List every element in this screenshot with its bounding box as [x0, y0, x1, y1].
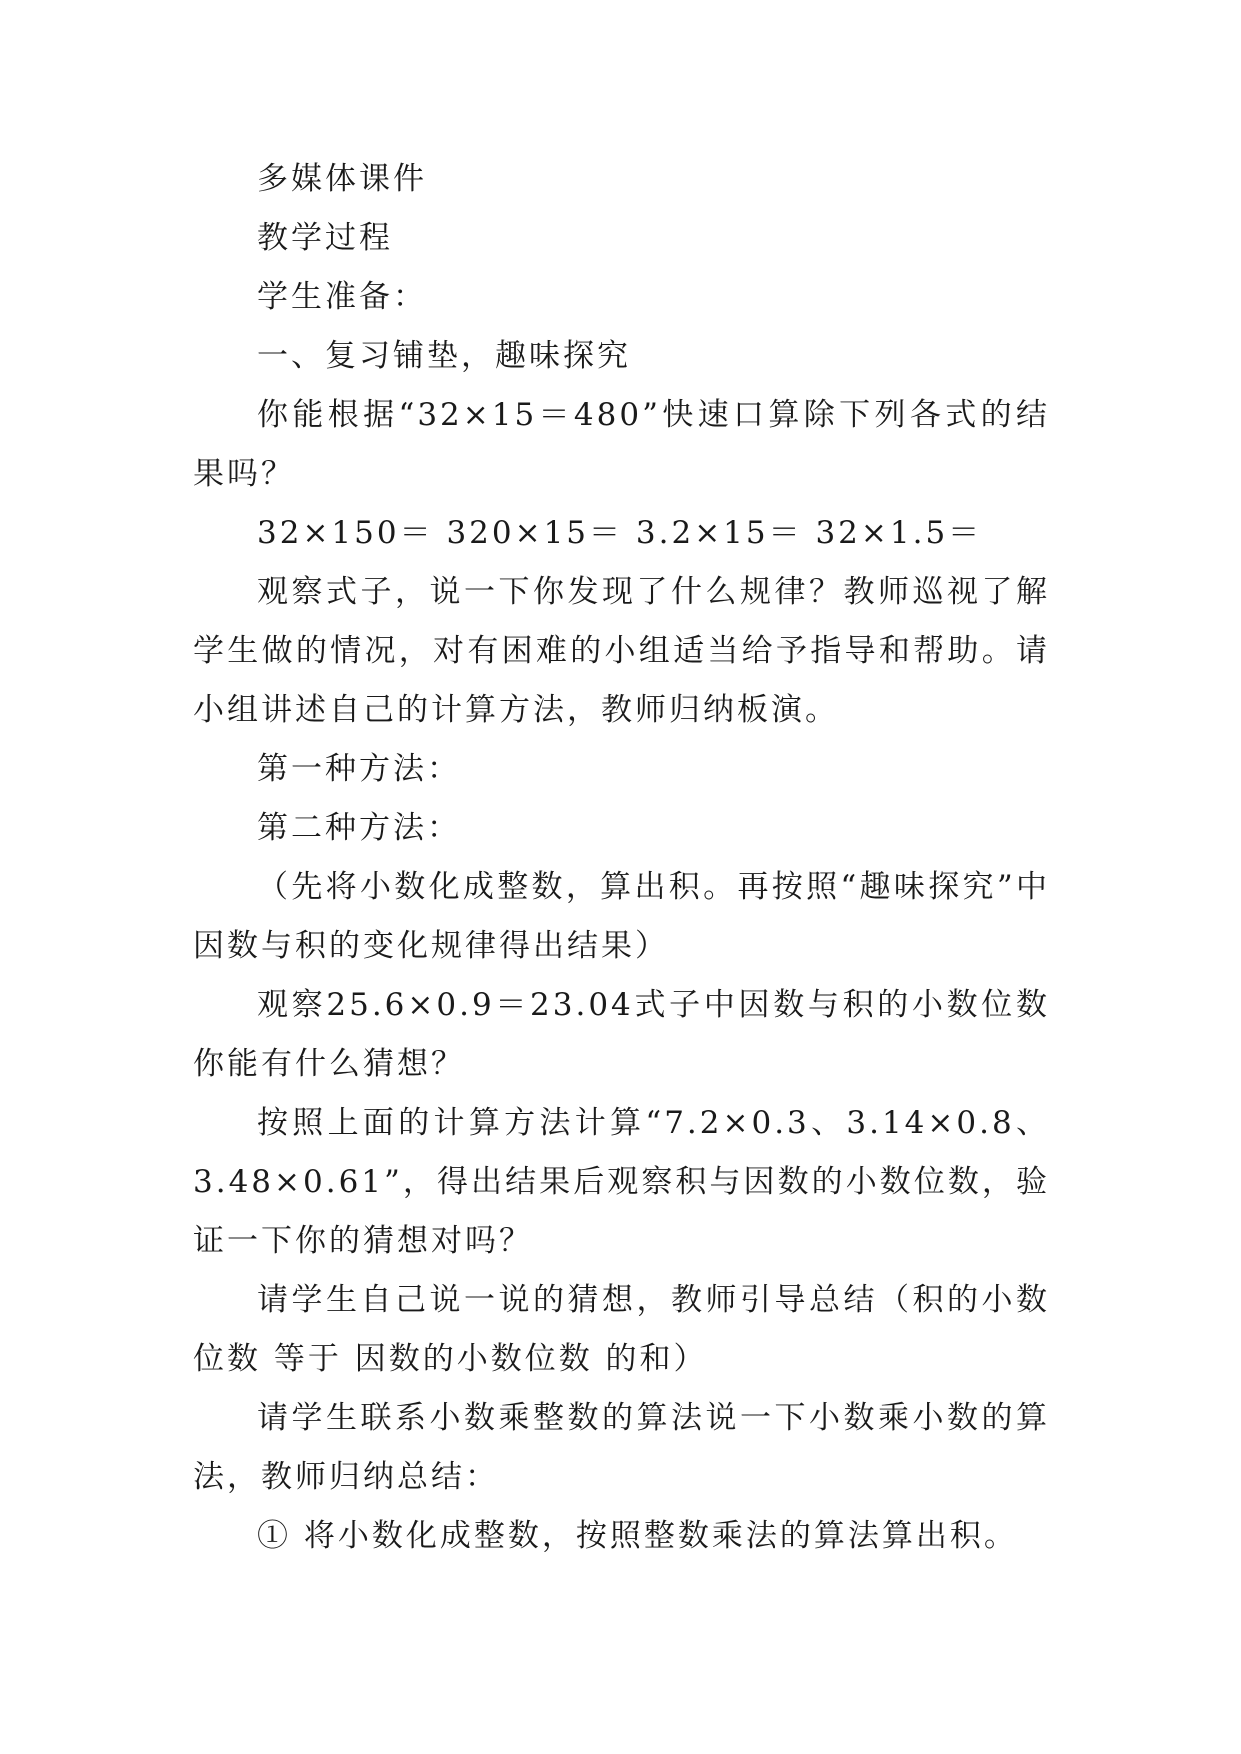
section-heading-review: 一、复习铺垫，趣味探究: [257, 338, 631, 374]
paragraph-summary-guess: 请学生自己说一说的猜想，教师引导总结（积的小数位数 等于 因数的小数位数 的和）: [193, 1282, 1050, 1377]
paragraph-observe-decimal: 观察25.6×0.9＝23.04式子中因数与积的小数位数你能有什么猜想？: [193, 987, 1050, 1082]
paragraph-student-prep: 学生准备：: [257, 279, 427, 315]
paragraph-method-note: （先将小数化成整数，算出积。再按照“趣味探究”中因数与积的变化规律得出结果）: [193, 869, 1050, 964]
paragraph-method-one: 第一种方法：: [257, 751, 461, 787]
document-body: [193, 150, 1050, 1566]
paragraph-verify: 按照上面的计算方法计算“7.2×0.3、3.14×0.8、3.48×0.61”，得出结果后观察积与因数的小数位数，验证一下你的猜想对吗？: [193, 1105, 1050, 1259]
paragraph-materials: 多媒体课件: [257, 161, 427, 197]
paragraph-expressions: 32×150＝ 320×15＝ 3.2×15＝ 32×1.5＝: [257, 515, 983, 551]
paragraph-method-two: 第二种方法：: [257, 810, 461, 846]
paragraph-algorithm-intro: 请学生联系小数乘整数的算法说一下小数乘小数的算法，教师归纳总结：: [193, 1400, 1050, 1495]
paragraph-observe-pattern: 观察式子，说一下你发现了什么规律？教师巡视了解学生做的情况，对有困难的小组适当给予指导和帮助。请小组讲述自己的计算方法，教师归纳板演。: [193, 574, 1050, 728]
paragraph-process-heading: 教学过程: [257, 220, 393, 256]
paragraph-question-mental-math: 你能根据“32×15＝480”快速口算除下列各式的结果吗？: [193, 397, 1050, 492]
paragraph-step-one: ① 将小数化成整数，按照整数乘法的算法算出积。: [257, 1518, 1018, 1554]
